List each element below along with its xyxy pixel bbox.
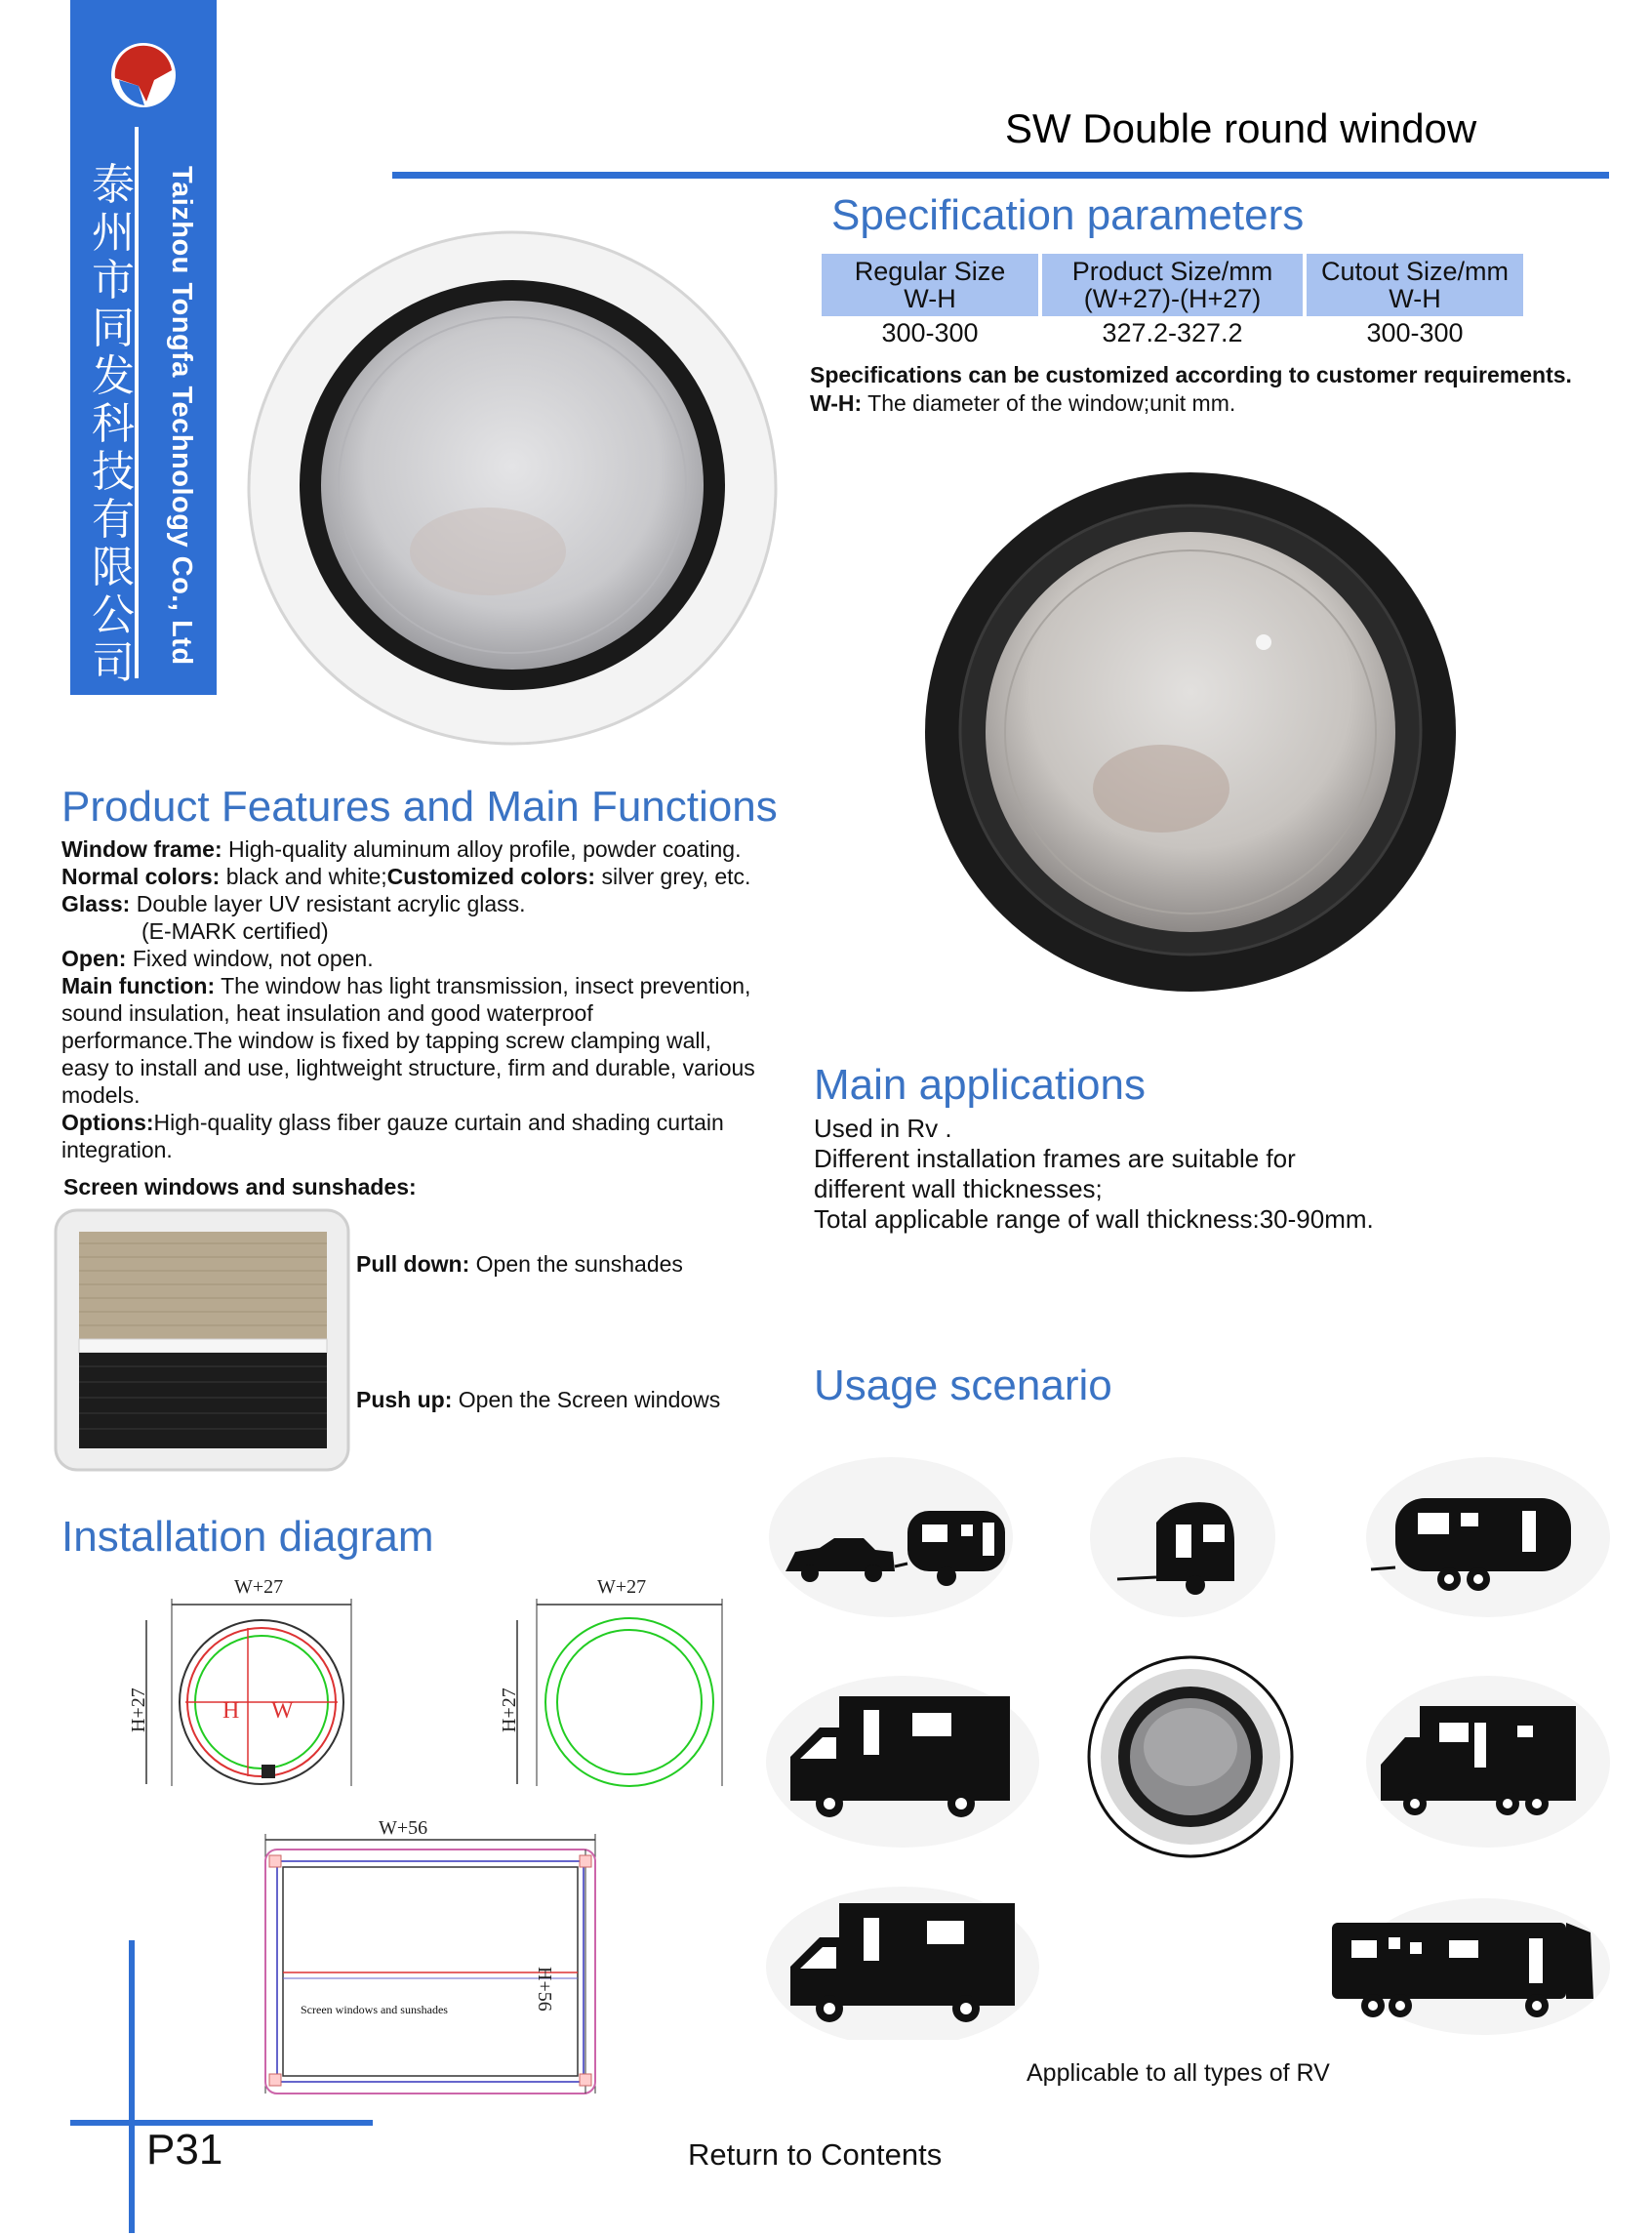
spec-wh-note: W-H: The diameter of the window;unit mm.: [810, 390, 1236, 416]
screen-window-photo: [54, 1208, 351, 1472]
applications-heading: Main applications: [814, 1061, 1146, 1109]
installation-diagram-front: [117, 1571, 371, 1796]
title-rule: [392, 172, 1609, 179]
company-name-en: Taizhou Tongfa Technology Co., Ltd: [166, 166, 197, 666]
return-to-contents-link[interactable]: Return to Contents: [688, 2137, 943, 2172]
car-caravan-icon: [769, 1457, 1013, 1617]
usage-caption: Applicable to all types of RV: [1027, 2059, 1330, 2087]
installation-diagram-frame: [244, 1810, 615, 2103]
feature-colors: Normal colors: black and white;Customized colors: silver grey, etc.: [61, 864, 751, 889]
product-title: SW Double round window: [1005, 105, 1477, 151]
spec-customize-note: Specifications can be customized according to customer requirements.: [810, 362, 1572, 387]
rv-usage-grid: [766, 1454, 1615, 2040]
spec-table: [822, 254, 1527, 350]
dim-h27-label-2: H+27: [499, 1687, 520, 1732]
dim-h27-label: H+27: [128, 1687, 149, 1732]
company-name-cn: 泰州市同发科技有限公司: [92, 160, 135, 688]
feature-glass-cert: (E-MARK certified): [141, 918, 329, 944]
screen-heading: Screen windows and sunshades:: [63, 1174, 417, 1199]
features-list: [61, 835, 803, 1163]
company-logo-icon: [109, 41, 178, 109]
class-c-motorhome-2-icon: [1366, 1676, 1610, 1848]
label-w: W: [271, 1698, 294, 1724]
teardrop-trailer-icon: [1090, 1457, 1275, 1617]
feature-main-function: Main function: The window has light transmission, insect prevention, sound insulation, heat insulation and good waterproof performance.The window is fixed by tapping screw clamping wall, easy to install and use, lightweight structure, firm and durable, various models.: [61, 973, 755, 1108]
product-photo-white-frame: [244, 229, 781, 747]
spec-col-regular: Regular Size W-H: [822, 254, 1040, 316]
list-item: different wall thicknesses;: [814, 1174, 1103, 1203]
round-window-center-icon: [1089, 1657, 1292, 1856]
class-c-motorhome-icon: [766, 1676, 1039, 1848]
page-number: P31: [146, 2126, 223, 2174]
feature-glass: Glass: Double layer UV resistant acrylic glass.: [61, 891, 526, 916]
spec-heading: Specification parameters: [831, 191, 1305, 239]
label-h: H: [222, 1698, 240, 1724]
usage-heading: Usage scenario: [814, 1362, 1112, 1409]
feature-options: Options:High-quality glass fiber gauze curtain and shading curtain integration.: [61, 1110, 724, 1162]
dim-w56-label: W+56: [379, 1817, 428, 1839]
pull-down-note: Pull down: Open the sunshades: [356, 1251, 683, 1277]
list-item: Used in Rv .: [814, 1114, 952, 1143]
dim-w27-label-2: W+27: [597, 1576, 647, 1598]
push-up-note: Push up: Open the Screen windows: [356, 1387, 721, 1412]
list-item: Different installation frames are suitable for: [814, 1144, 1296, 1173]
installation-heading: Installation diagram: [61, 1513, 434, 1561]
table-row: 300-300 327.2-327.2 300-300: [822, 316, 1525, 350]
bus-motorhome-icon: [1332, 1898, 1610, 2035]
list-item: Total applicable range of wall thickness:30-90mm.: [814, 1204, 1374, 1234]
installation-diagram-side: [488, 1571, 742, 1796]
frame-label: Screen windows and sunshades: [301, 2003, 448, 2016]
spec-col-product: Product Size/mm (W+27)-(H+27): [1040, 254, 1305, 316]
dim-w27-label: W+27: [234, 1576, 284, 1598]
spec-col-cutout: Cutout Size/mm W-H: [1305, 254, 1525, 316]
feature-open: Open: Fixed window, not open.: [61, 946, 374, 971]
class-a-motorhome-icon: [766, 1887, 1039, 2040]
features-heading: Product Features and Main Functions: [61, 783, 778, 831]
fifth-wheel-trailer-icon: [1366, 1457, 1610, 1617]
dim-h56-label: H+56: [534, 1967, 555, 2012]
product-photo-black-frame: [917, 467, 1464, 998]
footer-vertical-rule: [129, 1940, 135, 2233]
feature-window-frame: Window frame: High-quality aluminum alloy profile, powder coating.: [61, 836, 742, 862]
applications-list: [814, 1114, 1497, 1235]
